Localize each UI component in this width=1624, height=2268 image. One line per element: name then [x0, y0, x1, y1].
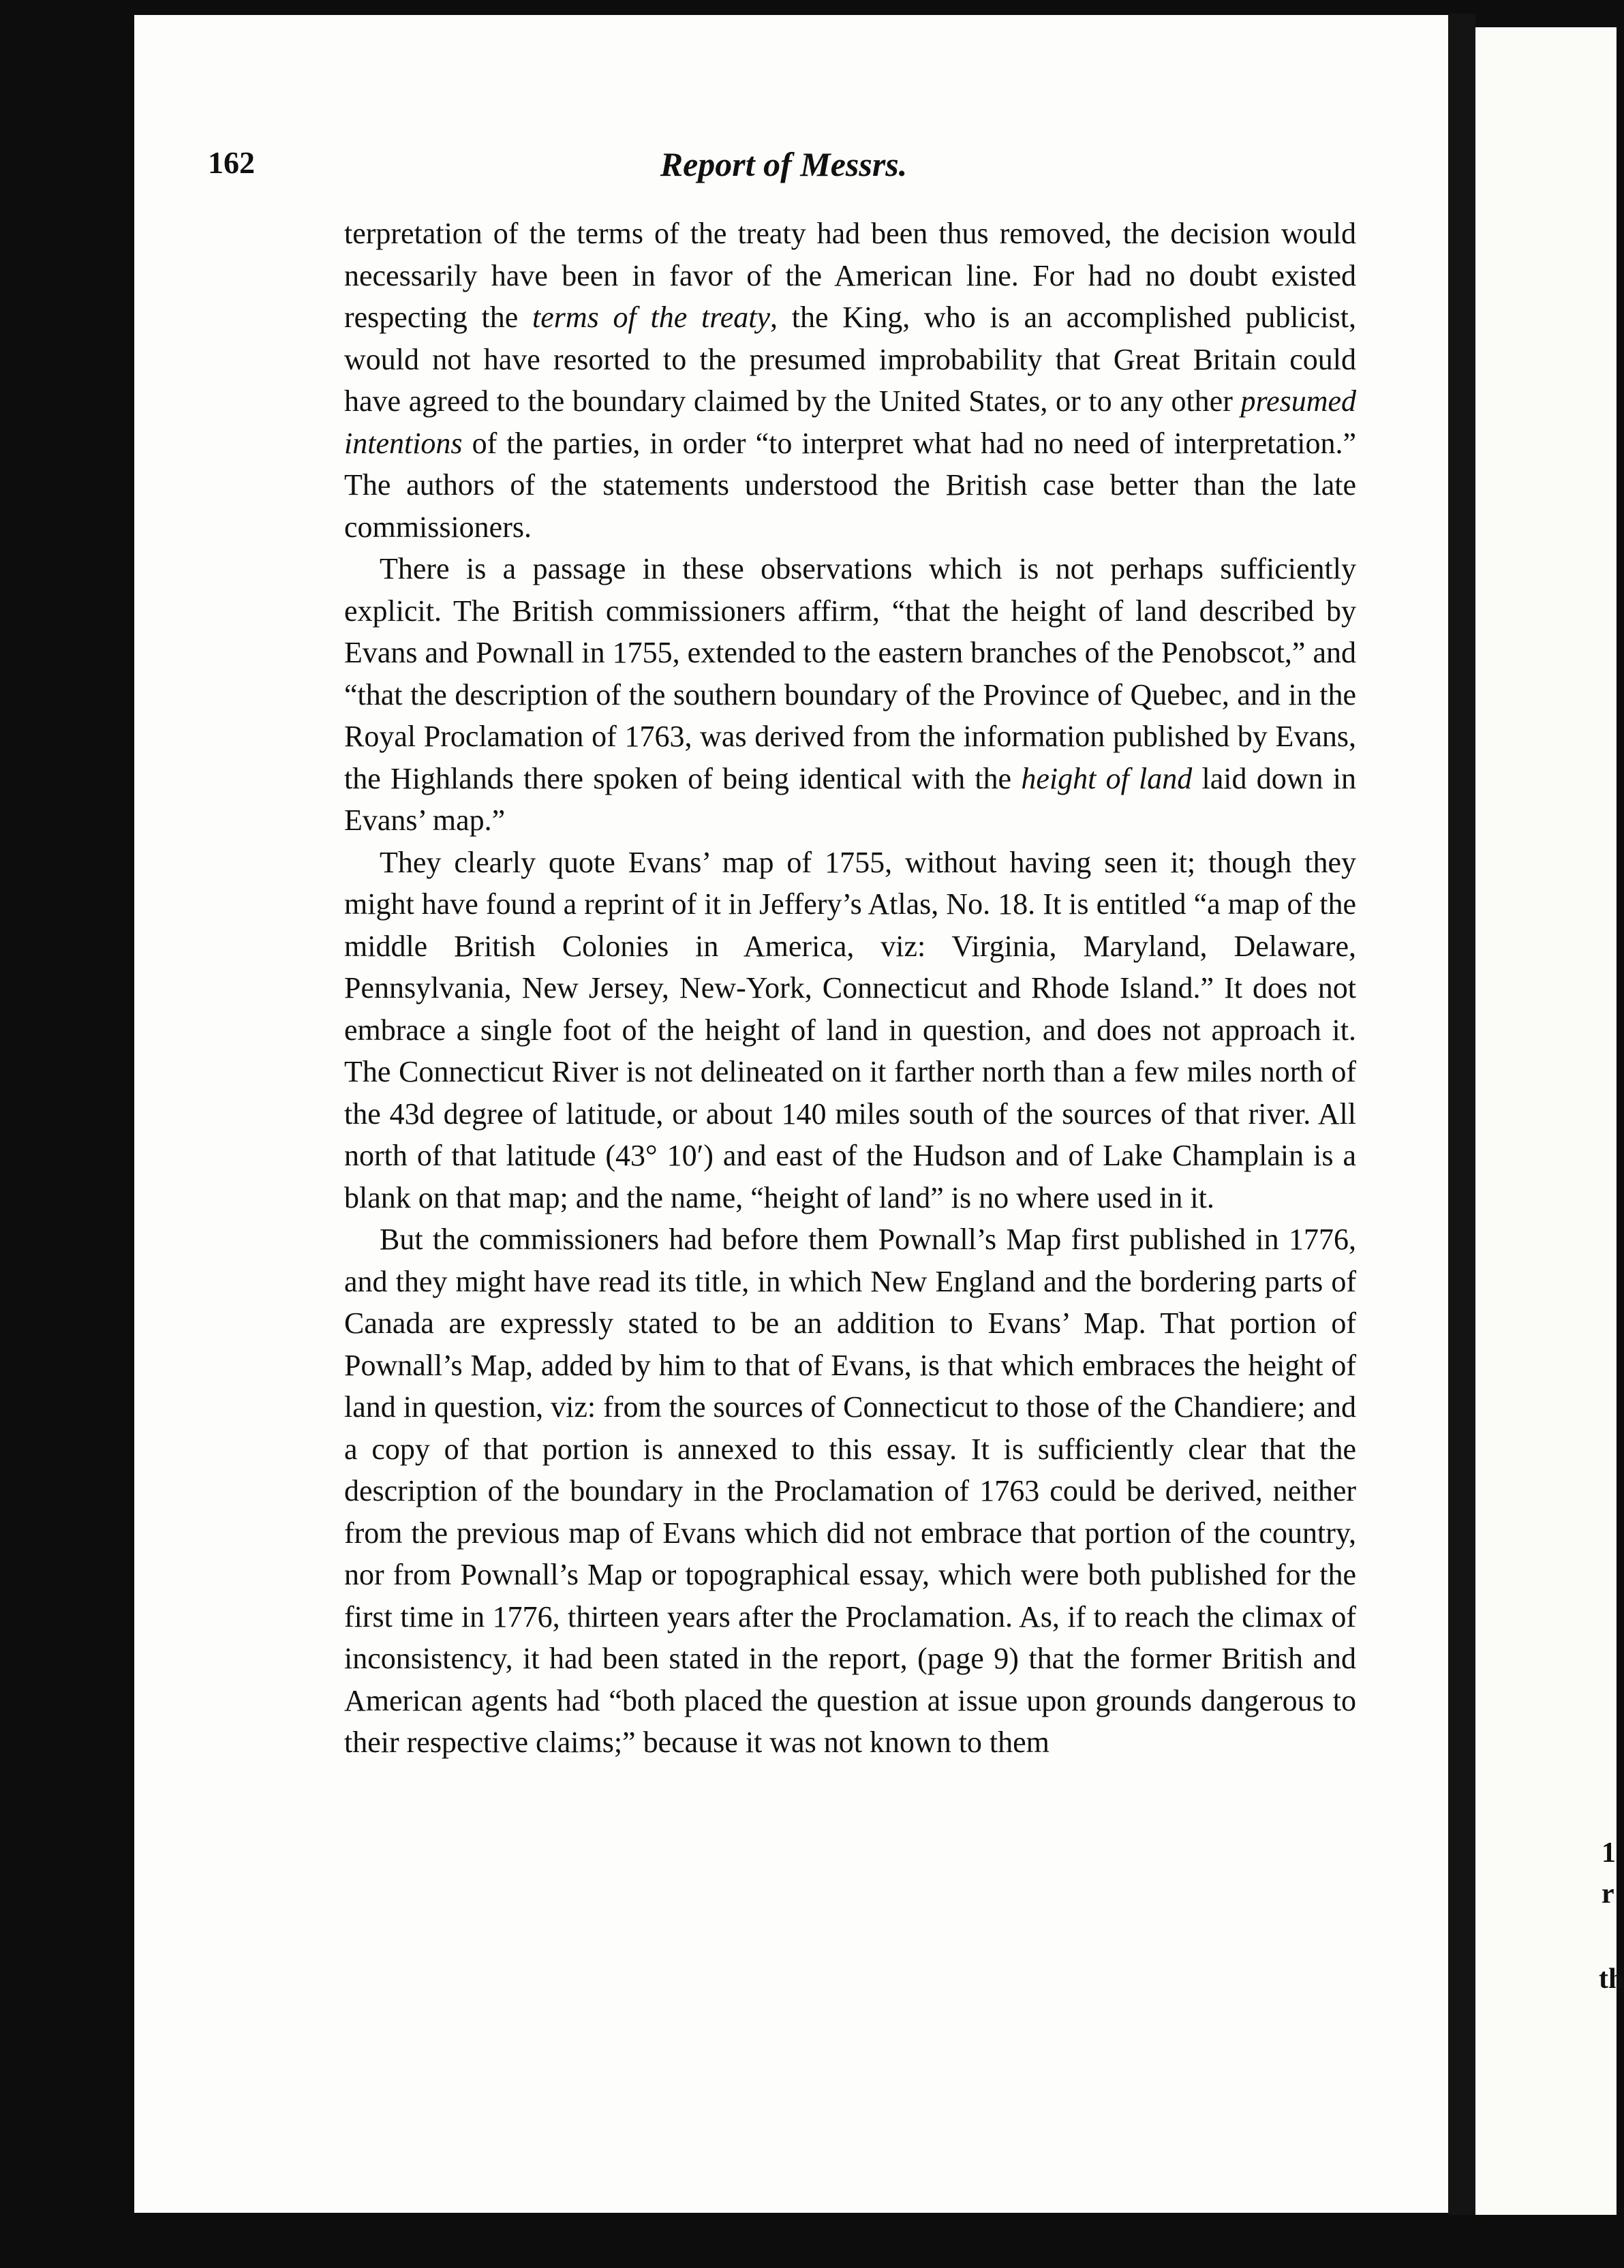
- paragraph: [344, 842, 1356, 1219]
- text-run: of the parties, in order “to interpret what had no need of interpretation.” The authors of the statements understood the British case better than the late commissioners.: [344, 426, 1356, 544]
- italic-phrase: terms of the treaty: [532, 301, 770, 334]
- facing-page-edge: [1475, 27, 1617, 2215]
- paragraph: [344, 1219, 1356, 1764]
- text-run: But the commissioners had before them Pownall’s Map first published in 1776, and they might have read its title, in which New England and the bordering parts of Canada are expressly stated to be an addition to Evans’ Map. That portion of Pownall’s Map, added by him to that of Evans, is that which embraces the height of land in question, viz: from the sources of Connecticut to those of the Chandiere; and a copy of that portion is annexed to this essay. It is sufficiently clear that the description of the boundary in the Proclamation of 1763 could be derived, neither from the previous map of Evans which did not embrace that portion of the country, nor from Pownall’s Map or topographical essay, which were both published for the first time in 1776, thirteen years after the Proclamation. As, if to reach the climax of inconsistency, it had been stated in the report, (page 9) that the former British and American agents had “both placed the question at issue upon grounds dangerous to their respective claims;” because it was not known to them: [344, 1223, 1356, 1759]
- running-header: [208, 144, 1360, 185]
- page-gutter: [1448, 14, 1475, 2215]
- facing-page-fragment: th: [1599, 1963, 1624, 1995]
- paragraph: [344, 548, 1356, 842]
- facing-page-fragment: r: [1602, 1878, 1614, 1910]
- italic-phrase: presumed intentions: [344, 384, 1356, 460]
- text-run: They clearly quote Evans’ map of 1755, without having seen it; though they might have found a reprint of it in Jeffery’s Atlas, No. 18. It is entitled “a map of the middle British Colonies in America, viz: Virginia, Maryland, Delaware, Pennsylvania, New Jersey, New-York, Connecticut and Rhode Island.” It does not embrace a single foot of the height of land in question, and does not approach it. The Connecticut River is not delineated on it farther north than a few miles north of the 43d degree of latitude, or about 140 miles south of the sources of that river. All north of that latitude (43° 10′) and east of the Hudson and of Lake Champlain is a blank on that map; and the name, “height of land” is no where used in it.: [344, 845, 1356, 1214]
- text-run: laid down in Evans’ map.”: [344, 761, 1357, 837]
- body-text: [344, 213, 1356, 1764]
- italic-phrase: height of land: [1021, 761, 1193, 795]
- page-number: 162: [208, 145, 255, 180]
- running-title: Report of Messrs.: [660, 145, 908, 183]
- text-run: There is a passage in these observations which is not perhaps sufficiently explicit. The British commissioners affirm, “that the height of land described by Evans and Pownall in 1755, extended to the eastern branches of the Penobscot,” and “that the description of the southern boundary of the Province of Quebec, and in the Royal Proclamation of 1763, was derived from the information published by Evans, the Highlands there spoken of being identical with the: [344, 552, 1356, 795]
- text-run: terpretation of the terms of the treaty had been thus removed, the decision would necessarily have been in favor of the American line. For had no doubt existed respecting the: [344, 217, 1356, 334]
- text-run: , the King, who is an accomplished publicist, would not have resorted to the presumed improbability that Great Britain could have agreed to the boundary claimed by the United States, or to any other: [344, 301, 1356, 418]
- facing-page-fragment: 1: [1602, 1837, 1616, 1869]
- paragraph: [344, 213, 1356, 548]
